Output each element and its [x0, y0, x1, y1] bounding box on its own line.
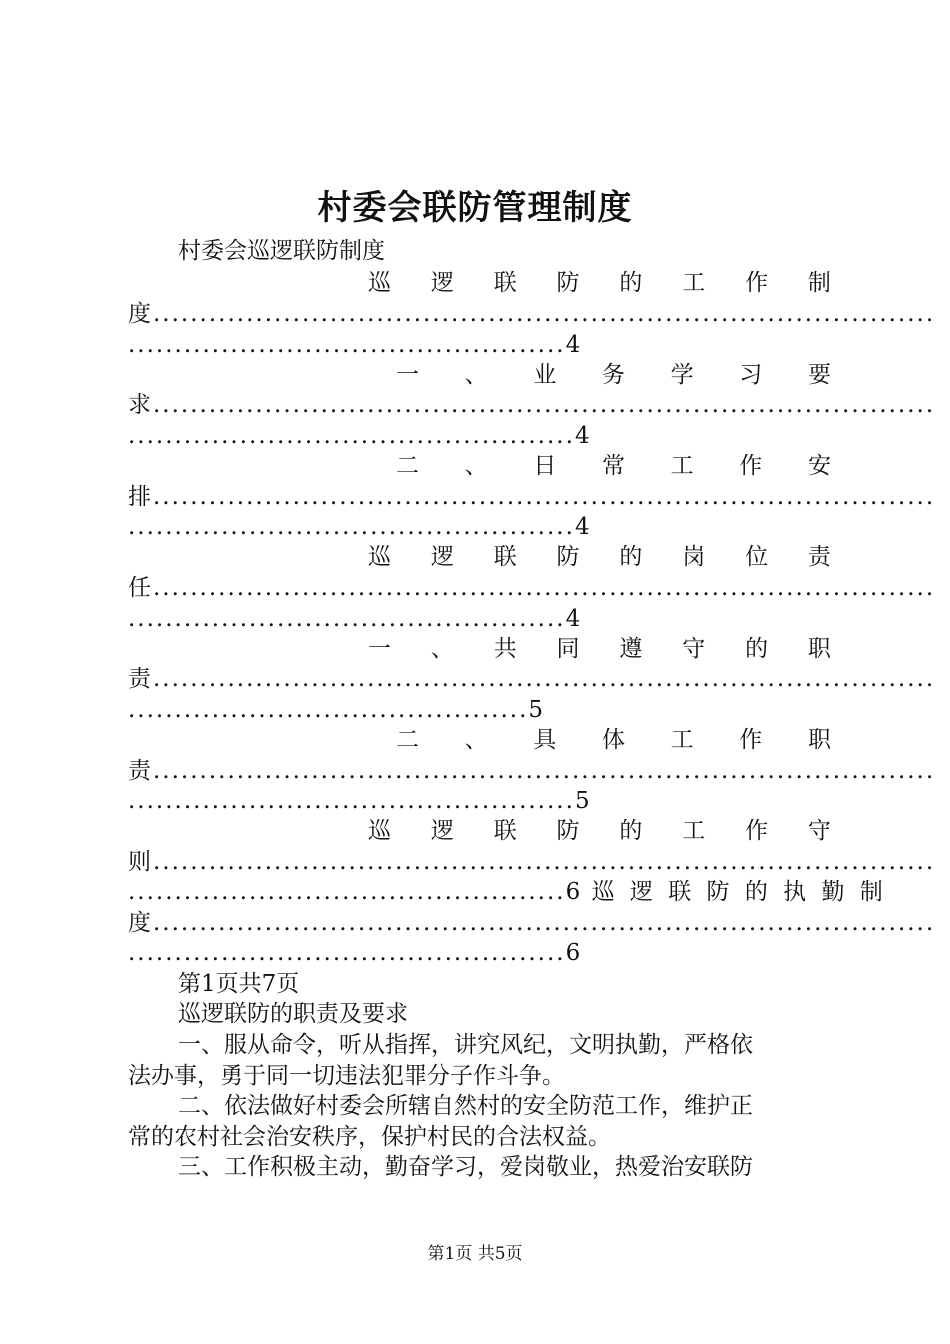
toc-char: 的 — [619, 270, 643, 296]
toc-char: 的 — [619, 818, 643, 844]
toc-char: 业 — [533, 362, 557, 388]
toc-char: 作 — [739, 453, 763, 479]
toc-char: 工 — [682, 818, 706, 844]
toc-char: 、 — [464, 453, 488, 479]
toc-char: 防 — [556, 544, 580, 570]
subtitle: 村委会巡逻联防制度 — [178, 238, 385, 264]
toc-char: 共 — [493, 636, 517, 662]
toc-char: 工 — [670, 727, 694, 753]
toc-entry-8-dots: 度.................................................................................... — [128, 910, 936, 936]
toc-char: 位 — [745, 544, 769, 570]
toc-entry-6-label[interactable] — [128, 725, 831, 755]
toc-char: 工 — [682, 270, 706, 296]
toc-char: 守 — [682, 636, 706, 662]
toc-char: 学 — [670, 362, 694, 388]
toc-char: 巡 — [368, 544, 391, 570]
toc-char: 制 — [807, 270, 831, 296]
page-footer: 第1页 共5页 — [427, 1244, 523, 1264]
toc-char: 联 — [493, 270, 517, 296]
toc-entry-3-dots: 排.................................................................................... — [128, 484, 936, 510]
paragraph-3-line-1: 三、工作积极主动，勤奋学习，爱岗敬业，热爱治安联防 — [178, 1154, 753, 1180]
toc-char: 职 — [807, 636, 831, 662]
page-marker: 第1页共7页 — [178, 971, 300, 997]
toc-char: 具 — [533, 727, 557, 753]
toc-char: 联 — [493, 818, 517, 844]
toc-entry-7-label[interactable] — [128, 816, 831, 846]
toc-char: 逻 — [430, 544, 454, 570]
toc-entry-6-page: ................................................5 — [128, 788, 592, 814]
toc-char: 联 — [493, 544, 517, 570]
toc-char: 同 — [556, 636, 580, 662]
section-heading: 巡逻联防的职责及要求 — [178, 1001, 408, 1027]
toc-entry-6-dots: 责.................................................................................... — [128, 758, 936, 784]
toc-char: 防 — [556, 270, 580, 296]
toc-char: 工 — [670, 453, 694, 479]
toc-char: 常 — [601, 453, 625, 479]
toc-char: 二 — [396, 727, 419, 753]
toc-char: 守 — [807, 818, 831, 844]
toc-entry-2-label[interactable] — [128, 360, 831, 390]
toc-entry-4-page: ...............................................4 — [128, 606, 583, 632]
toc-char: 二 — [396, 453, 419, 479]
toc-char: 职 — [807, 727, 831, 753]
toc-char: 巡 — [368, 270, 391, 296]
toc-entry-8-page: ...............................................6 — [128, 940, 583, 966]
toc-char: 一 — [368, 636, 391, 662]
toc-char: 作 — [745, 270, 769, 296]
toc-char: 日 — [533, 453, 557, 479]
paragraph-1-line-2: 法办事，勇于同一切违法犯罪分子作斗争。 — [128, 1063, 565, 1089]
toc-char: 体 — [601, 727, 625, 753]
toc-char: 一 — [396, 362, 419, 388]
paragraph-2-line-2: 常的农村社会治安秩序，保护村民的合法权益。 — [128, 1124, 611, 1150]
toc-entry-4-dots: 任.................................................................................... — [128, 575, 936, 601]
toc-entry-1-dots: 度.................................................................................... — [128, 301, 936, 327]
toc-entry-5-label[interactable] — [128, 634, 831, 664]
toc-entry-2-dots: 求.................................................................................... — [128, 392, 936, 418]
toc-char: 、 — [464, 727, 488, 753]
toc-char: 责 — [807, 544, 831, 570]
toc-char: 、 — [464, 362, 488, 388]
toc-entry-8-label[interactable]: 巡 逻 联 防 的 执 勤 制 — [591, 879, 887, 905]
toc-entry-2-page: ................................................4 — [128, 423, 592, 449]
toc-char: 的 — [619, 544, 643, 570]
toc-char: 、 — [430, 636, 454, 662]
toc-char: 遵 — [619, 636, 643, 662]
toc-char: 逻 — [430, 818, 454, 844]
toc-char: 的 — [745, 636, 769, 662]
toc-entry-7-dots: 则.................................................................................... — [128, 849, 936, 875]
toc-char: 安 — [807, 453, 831, 479]
toc-char: 巡 — [368, 818, 391, 844]
toc-entry-5-dots: 责.................................................................................... — [128, 666, 936, 692]
toc-char: 务 — [601, 362, 625, 388]
toc-entry-4-label[interactable] — [128, 542, 831, 572]
document-title: 村委会联防管理制度 — [317, 188, 633, 228]
paragraph-1-line-1: 一、服从命令，听从指挥，讲究风纪，文明执勤，严格依 — [178, 1032, 753, 1058]
toc-char: 作 — [745, 818, 769, 844]
toc-entry-5-page: ...........................................5 — [128, 697, 546, 723]
toc-entry-1-label[interactable] — [128, 268, 831, 298]
toc-char: 作 — [739, 727, 763, 753]
paragraph-2-line-1: 二、依法做好村委会所辖自然村的安全防范工作，维护正 — [178, 1093, 753, 1119]
toc-entry-1-page: ...............................................4 — [128, 332, 583, 358]
toc-char: 岗 — [682, 544, 706, 570]
toc-char: 逻 — [430, 270, 454, 296]
toc-char: 要 — [807, 362, 831, 388]
toc-char: 防 — [556, 818, 580, 844]
toc-entry-3-page: ................................................4 — [128, 514, 592, 540]
toc-entry-7-page: ...............................................6 巡 逻 联 防 的 执 勤 制 — [128, 879, 887, 905]
toc-char: 习 — [739, 362, 763, 388]
toc-entry-3-label[interactable] — [128, 451, 831, 481]
